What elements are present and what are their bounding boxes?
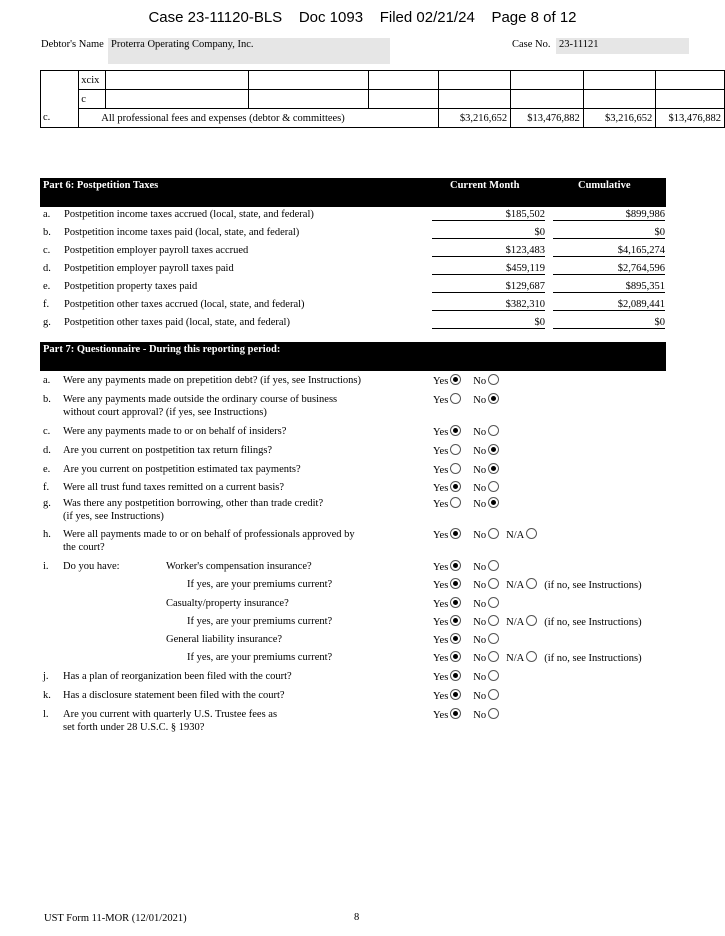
no-radio[interactable] [488,497,499,508]
tax-label: Postpetition income taxes accrued (local, state, and federal) [64,209,314,220]
question-text [63,708,403,734]
if-no-note: (if no, see Instructions) [544,653,642,664]
row-letter: d. [43,263,51,274]
cumulative-value: $895,351 [553,281,665,293]
yes-no-group [433,633,499,646]
cumulative-value: $4,165,274 [553,245,665,257]
yes-no-group [433,597,499,610]
question-text [63,393,403,419]
no-radio[interactable] [488,425,499,436]
yes-no-group [433,560,499,573]
no-radio[interactable] [488,708,499,719]
question-text [63,463,403,476]
question-line: Are you current on postpetition estimated tax payments? [63,464,301,475]
yes-label: Yes [433,580,449,591]
no-radio[interactable] [488,560,499,571]
yes-radio[interactable] [450,689,461,700]
no-label: No [473,691,487,702]
current-month-value: $123,483 [432,245,545,257]
no-label: No [473,376,487,387]
insurance-question: If yes, are your premiums current? [187,616,333,627]
na-label: N/A [506,580,525,591]
total-value: $13,476,882 [656,109,725,128]
tax-label: Postpetition employer payroll taxes paid [64,263,234,274]
yes-label: Yes [433,635,449,646]
current-month-header: Current Month [450,180,520,191]
part6-title: Part 6: Postpetition Taxes [43,180,159,191]
question-text [63,444,403,457]
cumulative-value: $2,764,596 [553,263,665,275]
yes-no-group [433,578,642,591]
current-month-value: $0 [432,317,545,329]
no-label: No [473,562,487,573]
yes-label: Yes [433,653,449,664]
row-letter: g. [43,317,51,328]
row-letter: a. [43,209,51,220]
yes-label: Yes [433,672,449,683]
row-letter: f. [43,299,50,310]
question-line: Do you have: [63,561,120,572]
question-letter: b. [43,394,51,405]
yes-radio[interactable] [450,597,461,608]
debtor-name-label: Debtor's Name [41,39,104,50]
no-label: No [473,530,487,541]
total-label: All professional fees and expenses (debtor & committees) [79,109,438,128]
row-letter: c. [41,109,79,128]
case-no-label: Case No. [512,39,551,50]
part7-title: Part 7: Questionnaire - During this reporting period: [43,344,281,355]
yes-radio[interactable] [450,578,461,589]
yes-no-group [433,689,499,702]
yes-no-group [433,497,499,510]
insurance-question: If yes, are your premiums current? [187,579,333,590]
no-label: No [473,465,487,476]
yes-label: Yes [433,395,449,406]
yes-radio[interactable] [450,615,461,626]
question-letter: d. [43,445,51,456]
no-radio[interactable] [488,463,499,474]
if-no-note: (if no, see Instructions) [544,580,642,591]
yes-label: Yes [433,376,449,387]
filing-header: Case 23-11120-BLS Doc 1093 Filed 02/21/24 Page 8 of 12 [148,9,577,26]
tax-label: Postpetition property taxes paid [64,281,198,292]
row-letter: c. [43,245,51,256]
na-radio[interactable] [526,615,537,626]
professional-fees-table [40,70,725,128]
question-text [63,528,403,554]
yes-label: Yes [433,427,449,438]
no-label: No [473,446,487,457]
no-radio[interactable] [488,597,499,608]
no-label: No [473,672,487,683]
question-line: (if yes, see Instructions) [63,511,164,522]
question-line: Has a plan of reorganization been filed with the court? [63,671,292,682]
no-label: No [473,635,487,646]
yes-no-group [433,444,499,457]
no-label: No [473,499,487,510]
na-label: N/A [506,653,525,664]
current-month-value: $0 [432,227,545,239]
debtor-name-field[interactable]: Proterra Operating Company, Inc. [111,39,254,50]
row-letter: e. [43,281,51,292]
yes-label: Yes [433,499,449,510]
cumulative-value: $0 [553,317,665,329]
question-text [63,497,403,523]
tax-label: Postpetition other taxes accrued (local, state, and federal) [64,299,305,310]
cumulative-value: $899,986 [553,209,665,221]
question-text [63,481,403,494]
form-id: UST Form 11-MOR (12/01/2021) [44,913,187,924]
question-line: Are you current with quarterly U.S. Trustee fees as [63,709,278,720]
no-radio[interactable] [488,578,499,589]
yes-radio[interactable] [450,708,461,719]
yes-radio[interactable] [450,528,461,539]
no-label: No [473,617,487,628]
part6-header [40,178,666,207]
no-label: No [473,653,487,664]
yes-radio[interactable] [450,481,461,492]
question-line: set forth under 28 U.S.C. § 1930? [63,722,205,733]
yes-radio[interactable] [450,633,461,644]
no-radio[interactable] [488,651,499,662]
cumulative-value: $2,089,441 [553,299,665,311]
yes-no-group [433,374,499,387]
na-label: N/A [506,530,525,541]
tax-label: Postpetition income taxes paid (local, state, and federal) [64,227,300,238]
yes-radio[interactable] [450,393,461,404]
question-text [63,670,403,683]
no-radio[interactable] [488,689,499,700]
yes-radio[interactable] [450,463,461,474]
question-letter: l. [43,709,49,720]
yes-label: Yes [433,465,449,476]
if-no-note: (if no, see Instructions) [544,617,642,628]
no-radio[interactable] [488,670,499,681]
yes-label: Yes [433,530,449,541]
case-no-field[interactable]: 23-11121 [559,39,599,50]
tax-label: Postpetition employer payroll taxes accrued [64,245,249,256]
table-row [41,90,725,109]
question-line: Were any payments made outside the ordinary course of business [63,394,338,405]
table-row [41,71,725,90]
yes-radio[interactable] [450,560,461,571]
yes-no-group [433,615,642,628]
cumulative-header: Cumulative [578,180,631,191]
question-line: without court approval? (if yes, see Instructions) [63,407,267,418]
yes-radio[interactable] [450,651,461,662]
insurance-question: Worker's compensation insurance? [166,561,312,572]
no-label: No [473,599,487,610]
current-month-value: $459,119 [432,263,545,275]
question-letter: e. [43,464,51,475]
question-line: Were all trust fund taxes remitted on a current basis? [63,482,285,493]
yes-no-group [433,708,499,721]
question-text [63,689,403,702]
insurance-question: General liability insurance? [166,634,283,645]
yes-no-group [433,528,537,541]
yes-label: Yes [433,562,449,573]
yes-label: Yes [433,691,449,702]
row-letter: b. [43,227,51,238]
yes-no-group [433,651,642,664]
no-label: No [473,395,487,406]
yes-label: Yes [433,483,449,494]
yes-no-group [433,481,499,494]
question-line: Has a disclosure statement been filed with the court? [63,690,285,701]
na-radio[interactable] [526,578,537,589]
question-letter: k. [43,690,51,701]
no-radio[interactable] [488,615,499,626]
yes-no-group [433,425,499,438]
yes-radio[interactable] [450,374,461,385]
yes-radio[interactable] [450,670,461,681]
total-value: $3,216,652 [583,109,655,128]
yes-label: Yes [433,446,449,457]
question-letter: h. [43,529,51,540]
question-line: the court? [63,542,105,553]
no-radio[interactable] [488,374,499,385]
question-text [63,425,403,438]
yes-radio[interactable] [450,425,461,436]
question-letter: c. [43,426,51,437]
question-line: Were all payments made to or on behalf of professionals approved by [63,529,355,540]
insurance-question: Casualty/property insurance? [166,598,289,609]
na-radio[interactable] [526,651,537,662]
yes-radio[interactable] [450,444,461,455]
question-line: Was there any postpetition borrowing, other than trade credit? [63,498,324,509]
row-number: xcix [79,71,106,90]
tax-label: Postpetition other taxes paid (local, state, and federal) [64,317,290,328]
yes-no-group [433,393,499,406]
question-letter: j. [43,671,49,682]
question-letter: f. [43,482,50,493]
total-row [41,109,725,128]
part7-header [40,342,666,371]
yes-radio[interactable] [450,497,461,508]
yes-no-group [433,463,499,476]
na-radio[interactable] [526,528,537,539]
question-line: Were any payments made to or on behalf of insiders? [63,426,287,437]
yes-label: Yes [433,710,449,721]
row-number: c [79,90,106,109]
question-text [63,374,403,387]
question-line: Were any payments made on prepetition debt? (if yes, see Instructions) [63,375,362,386]
no-radio[interactable] [488,481,499,492]
cumulative-value: $0 [553,227,665,239]
total-value: $13,476,882 [511,109,584,128]
no-radio[interactable] [488,633,499,644]
question-letter: a. [43,375,51,386]
yes-label: Yes [433,617,449,628]
question-letter: i. [43,561,49,572]
yes-no-group [433,670,499,683]
yes-label: Yes [433,599,449,610]
no-label: No [473,427,487,438]
question-line: Are you current on postpetition tax return filings? [63,445,273,456]
no-label: No [473,710,487,721]
na-label: N/A [506,617,525,628]
no-label: No [473,580,487,591]
page-number: 8 [354,912,360,923]
no-radio[interactable] [488,528,499,539]
no-label: No [473,483,487,494]
insurance-question: If yes, are your premiums current? [187,652,333,663]
no-radio[interactable] [488,444,499,455]
no-radio[interactable] [488,393,499,404]
current-month-value: $382,310 [432,299,545,311]
total-value: $3,216,652 [438,109,510,128]
current-month-value: $129,687 [432,281,545,293]
current-month-value: $185,502 [432,209,545,221]
question-letter: g. [43,498,51,509]
